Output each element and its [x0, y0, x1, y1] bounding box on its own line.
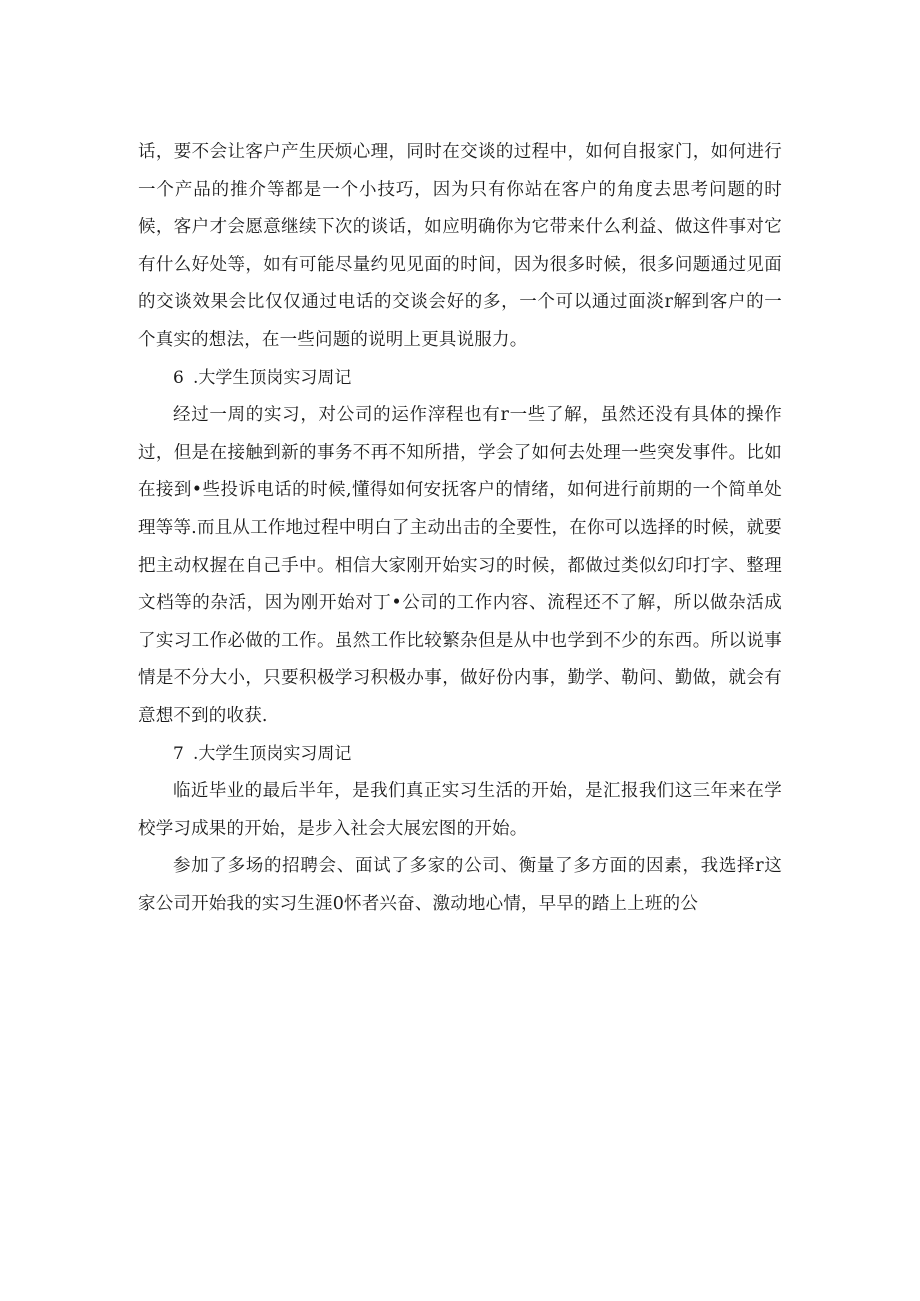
- section-title: .大学生顶岗实习周记: [193, 367, 352, 388]
- section-heading-7: [138, 736, 782, 774]
- paragraph-intro: 话，要不会让客户产生厌烦心理，同时在交谈的过程中，如何自报家门，如何进行一个产品的推介等都是一个小技巧，因为只有你站在客户的角度去思考问题的时候，客户才会愿意继续下次的谈话，如应明确你为它带来什么利益、做这件事对它有什么好处等，如有可能尽量约见见面的时间，因为很多时候，很多问题通过见面的交谈效果会比仅仅通过电话的交谈会好的多，一个可以通过面淡r解到客户的一个真实的想法，在一些问题的说明上更具说服力。: [138, 142, 782, 350]
- paragraph-week-6: 经过一周的实习，对公司的运作滓程也有r一些了解，虽然还没有具体的操作过，但是在接触到新的事务不再不知所措，学会了如何去处理一些突发事件。比如在接到•些投诉电话的时候,懂得如何安抚客户的情绪，如何进行前期的一个简单处理等等.而且从工作地过程中明白了主动出击的全要性，在你可以选择的时候，就要把主动权握在自己手中。相信大家刚开始实习的时候，都做过类似幻印打字、整理文档等的杂活，因为刚开始对丁•公司的工作内容、流程还不了解，所以做杂活成了实习工作必做的工作。虽然工作比较繁杂但是从中也学到不少的东西。所以说事情是不分大小，只要积极学习积极办事，做好份内事，勤学、勒问、勤做，就会有意想不到的收获.: [138, 405, 782, 726]
- paragraph-week-7-part-2: 参加了多场的招聘会、面试了多家的公司、衡量了多方面的因素，我选择r这家公司开始我的实习生涯0怀者兴奋、激动地心情，早早的踏上上班的公: [138, 856, 782, 914]
- section-heading-6: [138, 360, 782, 398]
- section-number: 7: [173, 743, 184, 764]
- document-body: [138, 134, 782, 923]
- paragraph-week-7-part-1: 临近毕业的最后半年，是我们真正实习生活的开始，是汇报我们这三年来在学校学习成果的开始，是步入社会大展宏图的开始。: [138, 781, 782, 839]
- section-number: 6: [173, 367, 184, 388]
- section-title: .大学生顶岗实习周记: [193, 743, 352, 764]
